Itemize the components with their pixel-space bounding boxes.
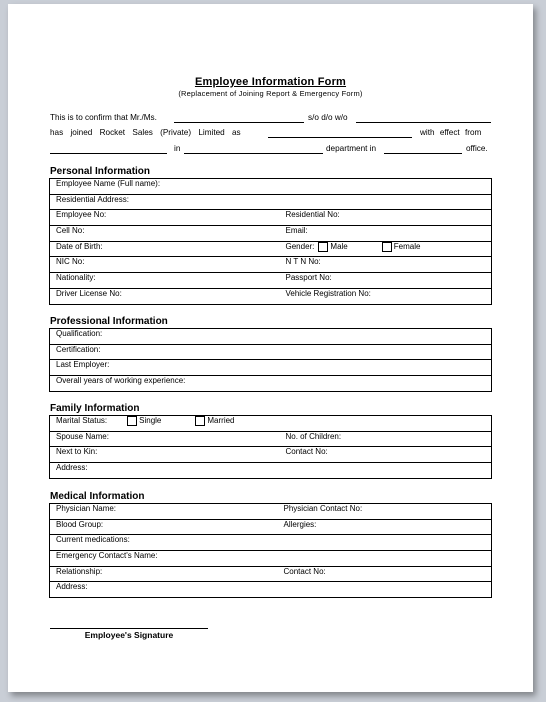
designation-blank-field[interactable]	[268, 137, 412, 138]
nic-no-field[interactable]: NIC No:	[50, 257, 280, 273]
personal-info-table	[49, 178, 492, 305]
intro-office-text: office.	[466, 144, 488, 153]
email-field[interactable]: Email:	[280, 226, 492, 242]
blood-group-field[interactable]: Blood Group:	[50, 519, 278, 535]
medical-section-title: Medical Information	[50, 491, 145, 502]
table-row	[50, 241, 492, 257]
table-row	[50, 210, 492, 226]
medical-address-field[interactable]: Address:	[50, 582, 492, 598]
single-checkbox[interactable]	[127, 416, 137, 426]
name-blank-field[interactable]	[174, 122, 304, 123]
table-row	[50, 447, 492, 463]
table-row	[50, 360, 492, 376]
emergency-contact-name-field[interactable]: Emergency Contact's Name:	[50, 551, 492, 567]
table-row	[50, 416, 492, 432]
family-contact-field[interactable]: Contact No:	[280, 447, 492, 463]
date-blank-field[interactable]	[50, 153, 167, 154]
professional-info-table	[49, 328, 492, 392]
table-row	[50, 463, 492, 479]
full-name-field[interactable]: Employee Name (Full name):	[50, 179, 492, 195]
passport-no-field[interactable]: Passport No:	[280, 273, 492, 289]
marital-status-field: Marital Status: Single Married	[50, 416, 492, 432]
gender-field: Gender: Male Female	[280, 241, 492, 257]
children-field[interactable]: No. of Children:	[280, 431, 492, 447]
personal-section-title: Personal Information	[50, 166, 151, 177]
intro-joined-text: has joined Rocket Sales (Private) Limited as	[50, 128, 241, 137]
dob-field[interactable]: Date of Birth:	[50, 241, 280, 257]
family-address-field[interactable]: Address:	[50, 463, 492, 479]
allergies-field[interactable]: Allergies:	[278, 519, 492, 535]
table-row	[50, 582, 492, 598]
intro-effect-text: with effect from	[420, 128, 482, 137]
emergency-contact-no-field[interactable]: Contact No:	[278, 566, 492, 582]
parent-name-blank-field[interactable]	[356, 122, 491, 123]
nationality-field[interactable]: Nationality:	[50, 273, 280, 289]
last-employer-field[interactable]: Last Employer:	[50, 360, 492, 376]
table-row	[50, 288, 492, 304]
department-blank-field[interactable]	[184, 153, 323, 154]
table-row	[50, 329, 492, 345]
male-checkbox[interactable]	[318, 242, 328, 252]
intro-sdw-text: s/o d/o w/o	[308, 113, 348, 122]
table-row	[50, 376, 492, 392]
certification-field[interactable]: Certification:	[50, 344, 492, 360]
cell-no-field[interactable]: Cell No:	[50, 226, 280, 242]
table-row	[50, 257, 492, 273]
medications-field[interactable]: Current medications:	[50, 535, 492, 551]
physician-name-field[interactable]: Physician Name:	[50, 504, 278, 520]
spouse-name-field[interactable]: Spouse Name:	[50, 431, 280, 447]
table-row	[50, 194, 492, 210]
married-checkbox[interactable]	[195, 416, 205, 426]
table-row	[50, 226, 492, 242]
intro-department-text: department in	[326, 144, 377, 153]
intro-confirm-text: This is to confirm that Mr./Ms.	[50, 113, 157, 122]
family-section-title: Family Information	[50, 403, 140, 414]
form-title: Employee Information Form	[194, 76, 347, 88]
next-of-kin-field[interactable]: Next to Kin:	[50, 447, 280, 463]
vehicle-registration-field[interactable]: Vehicle Registration No:	[280, 288, 492, 304]
signature-label: Employee's Signature	[84, 630, 174, 640]
relationship-field[interactable]: Relationship:	[50, 566, 278, 582]
table-row	[50, 551, 492, 567]
qualification-field[interactable]: Qualification:	[50, 329, 492, 345]
table-row	[50, 504, 492, 520]
family-info-table	[49, 415, 492, 479]
table-row	[50, 273, 492, 289]
employee-no-field[interactable]: Employee No:	[50, 210, 280, 226]
experience-field[interactable]: Overall years of working experience:	[50, 376, 492, 392]
physician-contact-field[interactable]: Physician Contact No:	[278, 504, 492, 520]
table-row	[50, 344, 492, 360]
female-checkbox[interactable]	[382, 242, 392, 252]
residential-address-field[interactable]: Residential Address:	[50, 194, 492, 210]
office-blank-field[interactable]	[384, 153, 462, 154]
signature-line[interactable]	[50, 628, 208, 629]
table-row	[50, 431, 492, 447]
residential-no-field[interactable]: Residential No:	[280, 210, 492, 226]
table-row	[50, 179, 492, 195]
professional-section-title: Professional Information	[50, 316, 168, 327]
form-subtitle: (Replacement of Joining Report & Emergency Form)	[178, 89, 363, 98]
medical-info-table	[49, 503, 492, 598]
table-row	[50, 519, 492, 535]
table-row	[50, 535, 492, 551]
ntn-no-field[interactable]: N T N No:	[280, 257, 492, 273]
document-page	[8, 4, 533, 692]
table-row	[50, 566, 492, 582]
intro-in-text: in	[174, 144, 181, 153]
driver-license-field[interactable]: Driver License No:	[50, 288, 280, 304]
